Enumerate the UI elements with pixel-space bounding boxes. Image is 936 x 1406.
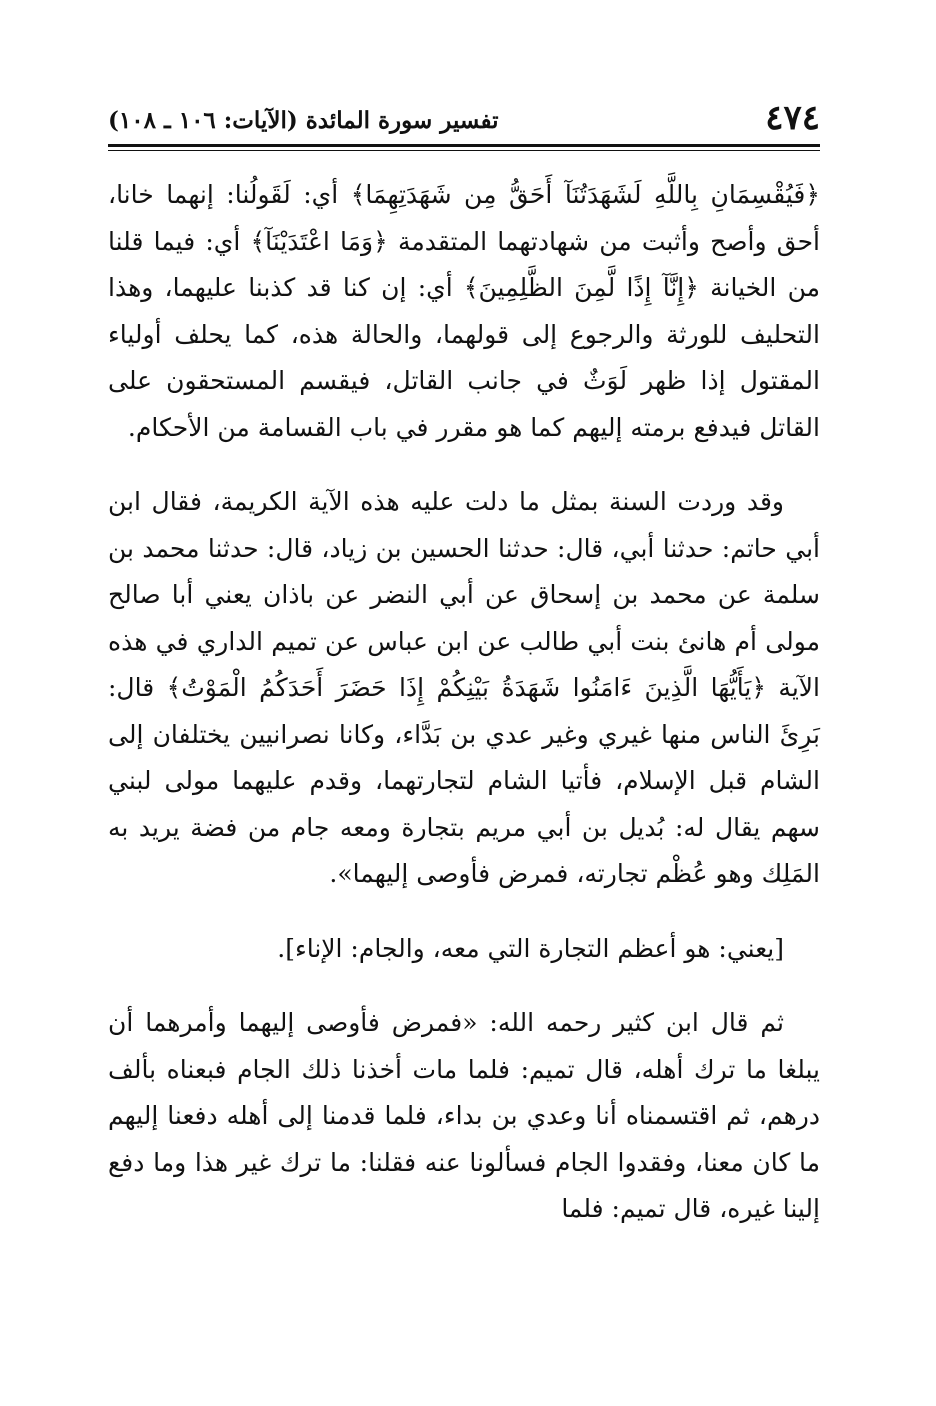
- editor-note: [يعني: هو أعظم التجارة التي معه، والجام: الإناء].: [277, 933, 784, 963]
- page-header: [108, 98, 820, 144]
- page-number: ٤٧٤: [765, 98, 820, 138]
- paragraph-gap: [108, 898, 820, 926]
- header-rule-thin: [108, 150, 820, 151]
- header-rule-thick: [108, 144, 820, 147]
- running-title: تفسير سورة المائدة (الآيات: ١٠٦ ـ ١٠٨): [108, 107, 499, 134]
- paragraph-continuation: ثم قال ابن كثير رحمه الله: «فمرض فأوصى إليهما وأمرهما أن يبلغا ما ترك أهله، قال تميم: فلما مات أخذنا ذلك الجام فبعناه بألف درهم، ثم اقتسمناه أنا وعدي بن بداء، فلما قدمنا إلى أهله دفعنا إليهم ما كان معنا، وفقدوا الجام فسألونا عنه فقلنا: ما ترك غير هذا وما دفع إلينا غيره، قال تميم: فلما: [108, 1008, 820, 1223]
- page-body: [108, 172, 820, 1233]
- paragraph-hadith: وقد وردت السنة بمثل ما دلت عليه هذه الآية الكريمة، فقال ابن أبي حاتم: حدثنا أبي، قال: حدثنا الحسين بن زياد، قال: حدثنا محمد بن سلمة عن محمد بن إسحاق عن أبي النضر عن باذان يعني أبا صالح مولى أم هانئ بنت أبي طالب عن ابن عباس عن تميم الداري في هذه الآية ﴿يَأَيُّهَا الَّذِينَ ءَامَنُوا شَهَدَةُ بَيْنِكُمْ إِذَا حَضَرَ أَحَدَكُمُ الْمَوْتُ﴾ قال: بَرِئَ الناس منها غيري وغير عدي بن بَدَّاء، وكانا نصرانيين يختلفان إلى الشام قبل الإسلام، فأتيا الشام لتجارتهما، وقدم عليهما مولى لبني سهم يقال له: بُديل بن أبي مريم بتجارة ومعه جام من فضة يريد به المَلِك وهو عُظْم تجارته، فمرض فأوصى إليهما».: [108, 487, 820, 888]
- paragraph-tafsir: ﴿فَيُقْسِمَانِ بِاللَّهِ لَشَهَدَتُنَآ أَحَقُّ مِن شَهَدَتِهِمَا﴾ أي: لَقَولُنا: إنهما خانا، أحق وأصح وأثبت من شهادتهما المتقدمة ﴿وَمَا اعْتَدَيْنَآ﴾ أي: فيما قلنا من الخيانة ﴿إِنَّآ إِذًا لَّمِنَ الظَّلِمِينَ﴾ أي: إن كنا قد كذبنا عليهما، وهذا التحليف للورثة والرجوع إلى قولهما، والحالة هذه، كما يحلف أولياء المقتول إذا ظهر لَوَثٌ في جانب القاتل، فيقسم المستحقون على القاتل فيدفع برمته إليهم كما هو مقرر في باب القسامة من الأحكام.: [108, 180, 820, 442]
- paragraph-gap: [108, 451, 820, 479]
- paragraph-gap: [108, 972, 820, 1000]
